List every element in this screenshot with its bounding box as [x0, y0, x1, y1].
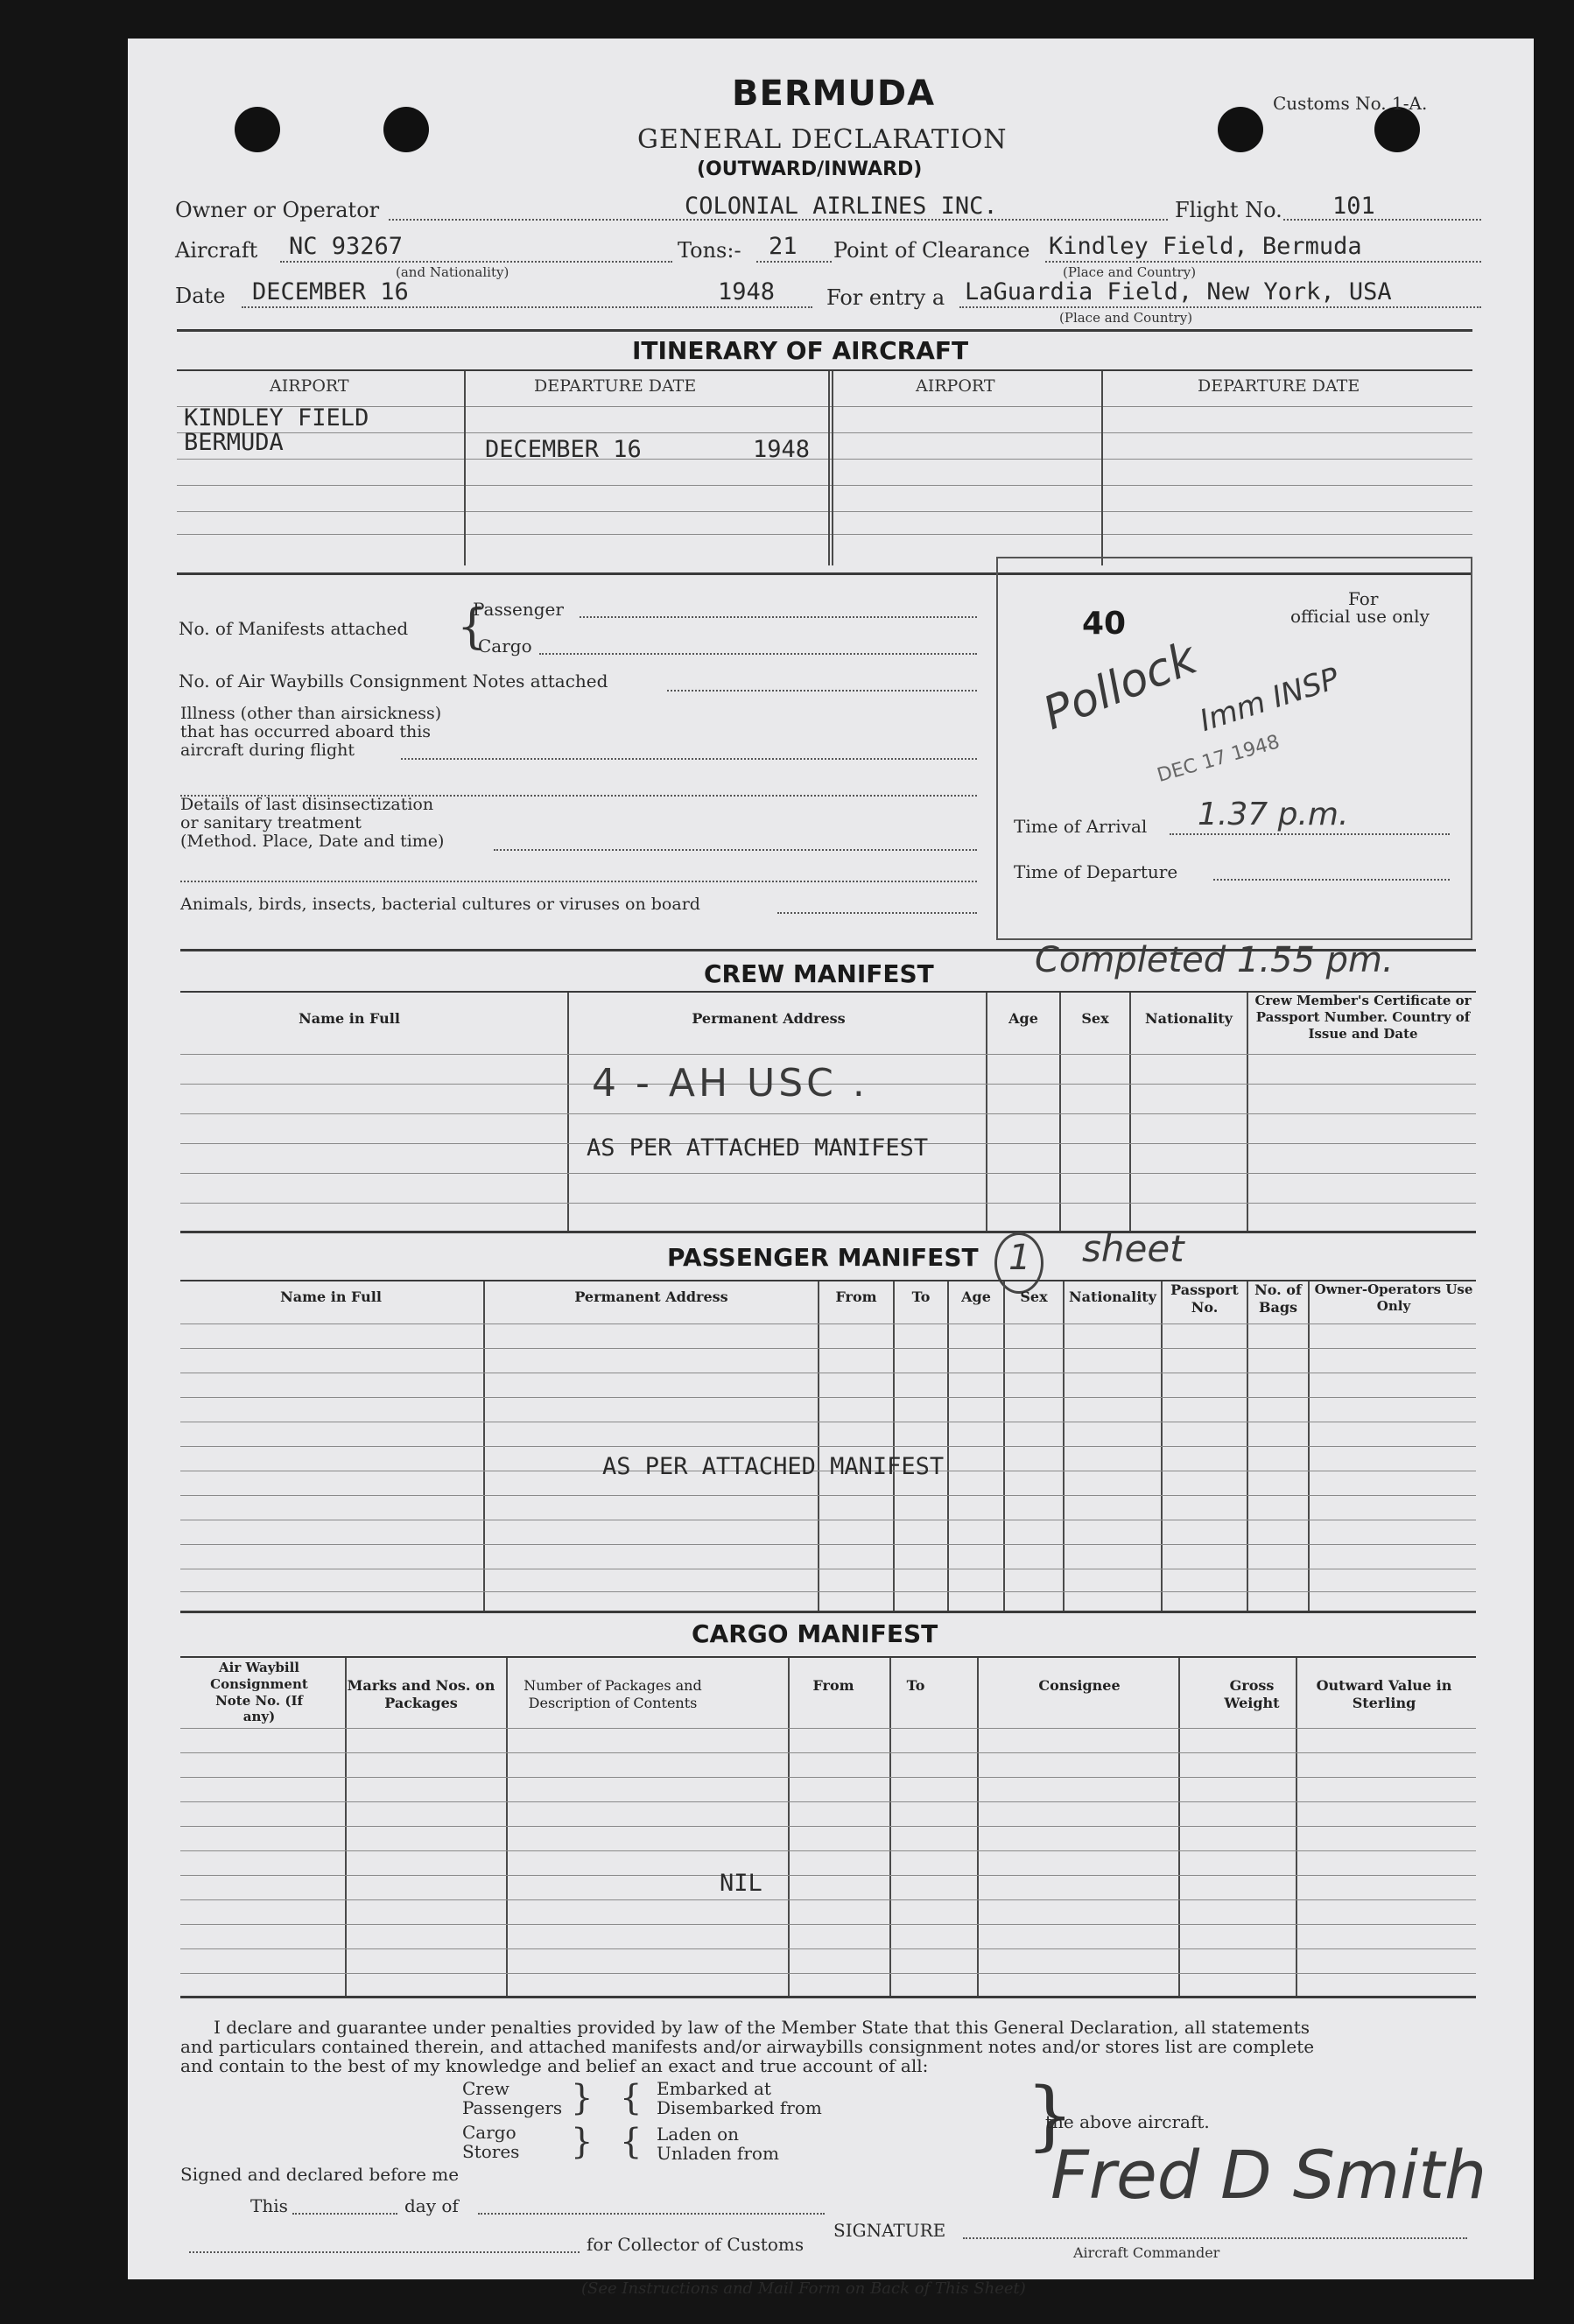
passenger-sheet-number: 1 [1008, 1238, 1031, 1278]
nationality-note: (and Nationality) [396, 264, 509, 280]
passenger-count-label: Passenger [473, 599, 564, 620]
declaration-line2: and particulars contained therein, and attached manifests and/or airwaybills consignment notes and/or stores list are complete [180, 2036, 1315, 2057]
passenger-col-address: Permanent Address [574, 1288, 728, 1305]
decl-embarked: Embarked at [657, 2078, 771, 2099]
passenger-col-nationality: Nationality [1069, 1288, 1156, 1305]
punch-hole [1218, 107, 1263, 152]
declaration-line1: I declare and guarantee under penalties provided by law of the Member State that this General Declaration, all statements [214, 2017, 1310, 2038]
cargo-col-packages: Number of Packages and Description of Contents [523, 1677, 702, 1711]
disinsect-line3: (Method. Place, Date and time) [180, 832, 445, 851]
cargo-col-weight: Gross Weight [1224, 1677, 1280, 1711]
form-number: Customs No. 1-A. [1273, 93, 1428, 114]
itinerary-col-airport: AIRPORT [270, 376, 349, 396]
illness-line3: aircraft during flight [180, 741, 355, 760]
decl-disembarked: Disembarked from [657, 2097, 822, 2118]
owner-label: Owner or Operator [175, 198, 380, 222]
arrival-label: Time of Arrival [1014, 816, 1148, 837]
passenger-as-per-attached: AS PER ATTACHED MANIFEST [602, 1453, 945, 1480]
crew-col-age: Age [1008, 1010, 1038, 1027]
punch-hole [383, 107, 429, 152]
flight-label: Flight No. [1175, 198, 1282, 222]
cargo-count-label: Cargo [478, 635, 532, 656]
decl-unladen: Unladen from [657, 2143, 779, 2164]
itinerary-col-departure-2: DEPARTURE DATE [1198, 376, 1360, 396]
official-for-label: For [1348, 588, 1379, 609]
footer-instructions: (See Instructions and Mail Form on Back of This Sheet) [581, 2279, 1026, 2298]
passenger-col-sex: Sex [1020, 1288, 1048, 1305]
form-subtitle: GENERAL DECLARATION [637, 124, 1008, 155]
tons-label: Tons:- [678, 238, 741, 263]
year-value: 1948 [718, 278, 776, 305]
aircraft-label: Aircraft [175, 238, 258, 263]
crew-handwritten-count: 4 - AH USC . [592, 1061, 868, 1106]
owner-value: COLONIAL AIRLINES INC. [685, 193, 998, 220]
passenger-col-name: Name in Full [280, 1288, 382, 1305]
cargo-col-value: Outward Value in Sterling [1316, 1677, 1452, 1711]
crew-col-nationality: Nationality [1145, 1010, 1233, 1027]
form-title: BERMUDA [732, 74, 936, 114]
manifests-attached-label: No. of Manifests attached [179, 618, 409, 639]
tons-value: 21 [769, 233, 798, 260]
entry-value: LaGuardia Field, New York, USA [965, 278, 1392, 305]
place-country-note: (Place and Country) [1063, 264, 1197, 280]
decl-stores: Stores [462, 2141, 520, 2162]
animals-label: Animals, birds, insects, bacterial cultures or viruses on board [180, 895, 700, 914]
form-direction: (OUTWARD/INWARD) [697, 158, 923, 180]
declaration-line3: and contain to the best of my knowledge and belief an exact and true account of all: [180, 2055, 929, 2076]
passenger-col-owner: Owner-Operators Use Only [1314, 1281, 1473, 1314]
official-number: 40 [1082, 606, 1127, 642]
official-stamp-title: Imm INSP [1195, 661, 1344, 739]
crew-title: CREW MANIFEST [704, 959, 934, 988]
date-value: DECEMBER 16 [252, 278, 409, 305]
itinerary-col-airport-2: AIRPORT [916, 376, 995, 396]
date-label: Date [175, 284, 226, 308]
arrival-value: 1.37 p.m. [1198, 797, 1349, 832]
clearance-label: Point of Clearance [833, 238, 1030, 263]
punch-hole [235, 107, 280, 152]
cargo-col-consignee: Consignee [1038, 1677, 1121, 1694]
crew-completed-note: Completed 1.55 pm. [1035, 940, 1394, 980]
illness-line1: Illness (other than airsickness) [180, 704, 442, 723]
itinerary-departure-year: 1948 [753, 436, 811, 463]
passenger-col-age: Age [961, 1288, 991, 1305]
decl-laden: Laden on [657, 2124, 740, 2145]
commander-label: Aircraft Commander [1073, 2244, 1220, 2261]
cargo-col-from: From [812, 1677, 854, 1694]
decl-passengers: Passengers [462, 2097, 563, 2118]
clearance-value: Kindley Field, Bermuda [1049, 233, 1362, 260]
official-use-label: official use only [1290, 606, 1430, 627]
cargo-col-marks: Marks and Nos. on Packages [347, 1677, 495, 1711]
disinsect-line1: Details of last disinsectization [180, 795, 434, 814]
crew-col-sex: Sex [1081, 1010, 1109, 1027]
passenger-title: PASSENGER MANIFEST [667, 1243, 979, 1272]
illness-line2: that has occurred aboard this [180, 722, 432, 741]
official-signature: Pollock [1036, 631, 1205, 741]
passenger-col-passport: Passport No. [1170, 1281, 1239, 1316]
signed-before-label: Signed and declared before me [180, 2164, 460, 2185]
decl-crew: Crew [462, 2078, 509, 2099]
declaration-form: BERMUDA GENERAL DECLARATION (OUTWARD/INWARD) Customs No. 1-A. Owner or Operator COLONIAL AIRLINES INC. Flight No. 101 Aircraft NC 93267 (and Nationality) Tons:- 21 Point of Clearance Kindley Field, Bermuda (Place and Country) Date DECEMBER 16 1948 For entry a LaGuardia Field, New York, USA (Place and Country) ITINERARY OF AIRCRAFT AIRPORT DEPARTURE DATE AIRPORT DEPARTURE DATE KINDLEY FIELD BERMUDA DECEMBER 16 1948 No. of Manifests attached { Passenger Cargo No. of Air Waybills Consignment Notes attached Illness (other than airsickness) that has occurred aboard this aircraft during flight Details of last disinsectization or sanitary treatment (Method. Place, Date and time) Animals, birds, insects, bacterial cultures or viruses on board For official use only 40 Pollock Imm INSP DEC 17 1948 Time of Arrival 1.37 p.m. Time of Departure CREW MANIFEST Completed 1.55 pm. Name in Full Permanent Address Age Sex Nationality Crew Member's Certificate or Passport Number. Country of Issue and Date 4 - AH USC . AS PER ATTACHED MANIFEST PASSENGER MANIFEST 1 sheet Name in Full Permanent Address From To Age Sex Nationality Passport No. No. of Bags Owner-Operators Use Only AS PER ATTACHED MANIFEST CARGO MANIFEST Air Waybill Consignment Note No. (If any) Marks and Nos. on Packages Number of Packages and Description of Contents From To Consignee Gross Weight Outward Value in Sterling NIL I declare and guarantee under penalties provided by law of the Member State that this General Declaration, all statements and particulars contained therein, and attached manifests and/or airwaybills consignment notes and/or stores list are complete and contain to the best of my knowledge and belief an exact and true account of all: Crew Passengers } Cargo Stores } { Embarked at Disembarked from { Laden on Unladen from } the above aircraft. Signed and declared before me This day of for Collector of Customs SIGNATURE Fred D Smith Aircraft Commander (See Instructions and Mail Form on Back of This Sheet) [128, 39, 1534, 2279]
decl-cargo: Cargo [462, 2122, 516, 2143]
itinerary-departure-date: DECEMBER 16 [485, 436, 642, 463]
crew-col-address: Permanent Address [692, 1010, 846, 1027]
passenger-col-bags: No. of Bags [1254, 1281, 1302, 1316]
crew-col-name: Name in Full [299, 1010, 400, 1027]
commander-signature: Fred D Smith [1051, 2136, 1487, 2214]
aircraft-value: NC 93267 [289, 233, 404, 260]
decl-above-aircraft: the above aircraft. [1045, 2111, 1210, 2132]
flight-value: 101 [1332, 193, 1375, 220]
signature-label: SIGNATURE [833, 2220, 946, 2241]
itinerary-airport-line2: BERMUDA [184, 429, 284, 456]
itinerary-col-departure: DEPARTURE DATE [534, 376, 697, 396]
entry-label: For entry a [826, 285, 945, 310]
crew-as-per-attached: AS PER ATTACHED MANIFEST [587, 1134, 929, 1162]
passenger-col-from: From [835, 1288, 877, 1305]
cargo-col-waybill: Air Waybill Consignment Note No. (If any) [210, 1660, 308, 1725]
passenger-sheet-word: sheet [1082, 1227, 1184, 1270]
itinerary-title: ITINERARY OF AIRCRAFT [632, 336, 969, 365]
place-country-note-2: (Place and Country) [1059, 310, 1193, 326]
cargo-title: CARGO MANIFEST [692, 1619, 938, 1648]
day-of-label: day of [404, 2195, 459, 2216]
departure-label: Time of Departure [1014, 861, 1178, 882]
passenger-col-to: To [911, 1288, 931, 1305]
cargo-nil: NIL [720, 1870, 762, 1897]
itinerary-airport-line1: KINDLEY FIELD [184, 404, 369, 432]
collector-label: for Collector of Customs [587, 2234, 805, 2255]
this-label: This [250, 2195, 288, 2216]
cargo-col-to: To [906, 1677, 925, 1694]
official-stamp-date: DEC 17 1948 [1155, 731, 1282, 787]
waybills-label: No. of Air Waybills Consignment Notes attached [179, 671, 608, 692]
crew-col-certificate: Crew Member's Certificate or Passport Number. Country of Issue and Date [1254, 993, 1472, 1042]
disinsect-line2: or sanitary treatment [180, 813, 362, 832]
